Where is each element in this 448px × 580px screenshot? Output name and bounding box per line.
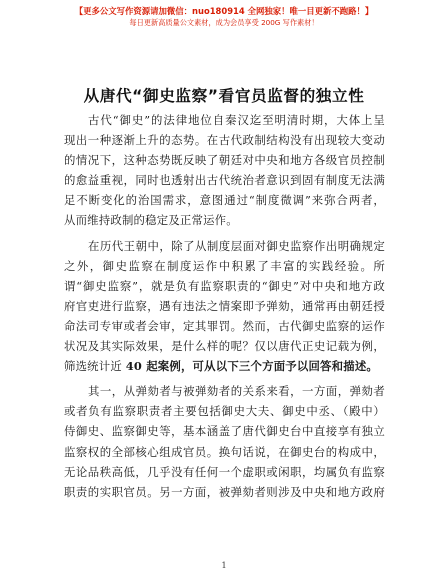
promo-banner-line1: 【更多公文写作资源请加微信：nuo180914 全网独家！唯一目更新不跑路！】 [74,6,374,16]
promo-banner-line2: 每日更新高质量公文素材，成为会员享受 200G 写作素材！ [129,18,319,27]
paragraph-line: 无论品秩高低，几乎没有任何一个虚职或闲职，均属负有监察 [64,464,385,479]
page-number: 1 [221,561,227,570]
paragraph-line: 古代“御史”的法律地位自秦汉迄至明清时期，大体上呈 [88,113,385,127]
paragraph-line: 命法司专审或者会审，定其罪罚。然而，古代御史监察的运作 [64,318,385,333]
paragraph-1 [64,110,385,231]
paragraph-line: 从而维持政制的稳定及正常运作。 [64,213,238,228]
paragraph-line: 谓“御史监察”，就是负有监察职责的“御史”对中央和地方政 [64,278,385,293]
paragraph-line: 足不断变化的治国需求，意图通过“制度微调”来弥合两者， [64,193,385,208]
paragraph-line: 现出一种逐渐上升的态势。在古代政制结构没有出现较大变动 [64,133,385,148]
paragraph-line: 侍御史、监察御史等，基本涵盖了唐代御史台中直接享有独立 [64,424,385,439]
paragraph-line: 之外，御史监察在制度运作中积累了丰富的实践经验。所 [64,258,385,273]
document-title: 从唐代“御史监察”看官员监督的独立性 [83,87,365,105]
paragraph-text: 筛选统计近 [64,359,126,374]
paragraph-line: 或者负有监察职责者主要包括御史大夫、御史中丞、（殿中） [64,404,385,419]
paragraph-bold-text: 40 起案例，可从以下三个方面予以回答和描述。 [125,359,379,374]
paragraph-line: 府官吏进行监察，遇有违法之情案即予弹劾，通常再由朝廷授 [64,298,385,313]
paragraph-line: 其一，从弹劾者与被弹劾者的关系来看，一方面，弹劾者 [88,384,385,399]
paragraph-line: 监察权的全部核心组成官员。换句话说，在御史台的构成中， [64,444,385,459]
paragraph-line: 的愈益重视，同时也透射出古代统治者意识到固有制度无法满 [64,173,385,188]
paragraph-line: 在历代王朝中，除了从制度层面对御史监察作出明确规定 [88,238,385,253]
paragraph-line: 的情况下，这种态势既反映了朝廷对中央和地方各级官员控制 [64,153,385,168]
paragraph-line: 状况及其实际效果，是什么样的呢？仅以唐代正史记载为例， [64,339,385,354]
paragraph-line: 职责的实职官员。另一方面，被弹劾者则涉及中央和地方政府 [64,484,385,499]
paragraph-3 [64,381,385,502]
paragraph-2 [64,236,385,377]
paragraph-line-final [64,356,385,376]
promo-banner [0,5,448,28]
document-body [64,110,385,502]
